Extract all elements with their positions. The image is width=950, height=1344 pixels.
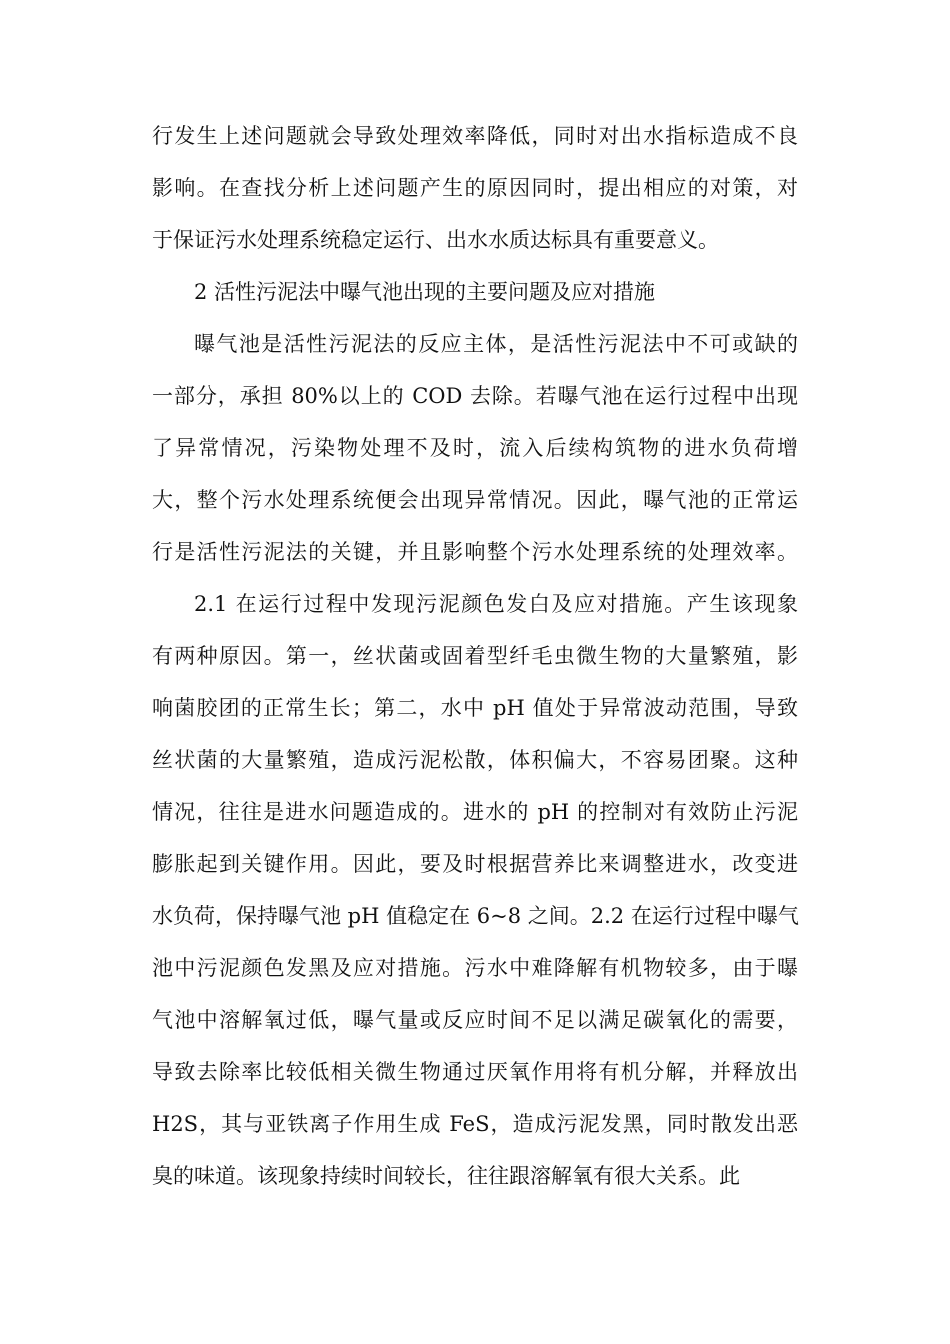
text-line: 影响。在查找分析上述问题产生的原因同时，提出相应的对策，对 <box>152 176 798 200</box>
section-heading: 2 活性污泥法中曝气池出现的主要问题及应对措施 <box>194 280 656 304</box>
text-line: H2S，其与亚铁离子作用生成 FeS，造成污泥发黑，同时散发出恶 <box>152 1112 798 1136</box>
text-line: 有两种原因。第一，丝状菌或固着型纤毛虫微生物的大量繁殖，影 <box>152 644 798 668</box>
text-line: 曝气池是活性污泥法的反应主体，是活性污泥法中不可或缺的 <box>194 332 798 356</box>
text-line: 丝状菌的大量繁殖，造成污泥松散，体积偏大，不容易团聚。这种 <box>152 748 798 772</box>
text-line: 行发生上述问题就会导致处理效率降低，同时对出水指标造成不良 <box>152 124 798 148</box>
text-line: 水负荷，保持曝气池 pH 值稳定在 6~8 之间。2.2 在运行过程中曝气 <box>152 904 799 928</box>
text-line: 臭的味道。该现象持续时间较长，往往跟溶解氧有很大关系。此 <box>152 1164 740 1188</box>
text-line: 行是活性污泥法的关键，并且影响整个污水处理系统的处理效率。 <box>152 540 798 564</box>
text-line: 大，整个污水处理系统便会出现异常情况。因此，曝气池的正常运 <box>152 488 798 512</box>
text-line: 响菌胶团的正常生长；第二，水中 pH 值处于异常波动范围，导致 <box>152 696 798 720</box>
text-line: 气池中溶解氧过低，曝气量或反应时间不足以满足碳氧化的需要， <box>152 1008 798 1032</box>
text-line: 了异常情况，污染物处理不及时，流入后续构筑物的进水负荷增 <box>152 436 798 460</box>
text-line: 2.1 在运行过程中发现污泥颜色发白及应对措施。产生该现象 <box>194 592 798 616</box>
text-line: 于保证污水处理系统稳定运行、出水水质达标具有重要意义。 <box>152 228 719 252</box>
text-line: 膨胀起到关键作用。因此，要及时根据营养比来调整进水，改变进 <box>152 852 798 876</box>
text-line: 池中污泥颜色发黑及应对措施。污水中难降解有机物较多，由于曝 <box>152 956 798 980</box>
text-line: 情况，往往是进水问题造成的。进水的 pH 的控制对有效防止污泥 <box>152 800 798 824</box>
text-line: 一部分，承担 80%以上的 COD 去除。若曝气池在运行过程中出现 <box>152 384 798 408</box>
text-line: 导致去除率比较低相关微生物通过厌氧作用将有机分解，并释放出 <box>152 1060 798 1084</box>
